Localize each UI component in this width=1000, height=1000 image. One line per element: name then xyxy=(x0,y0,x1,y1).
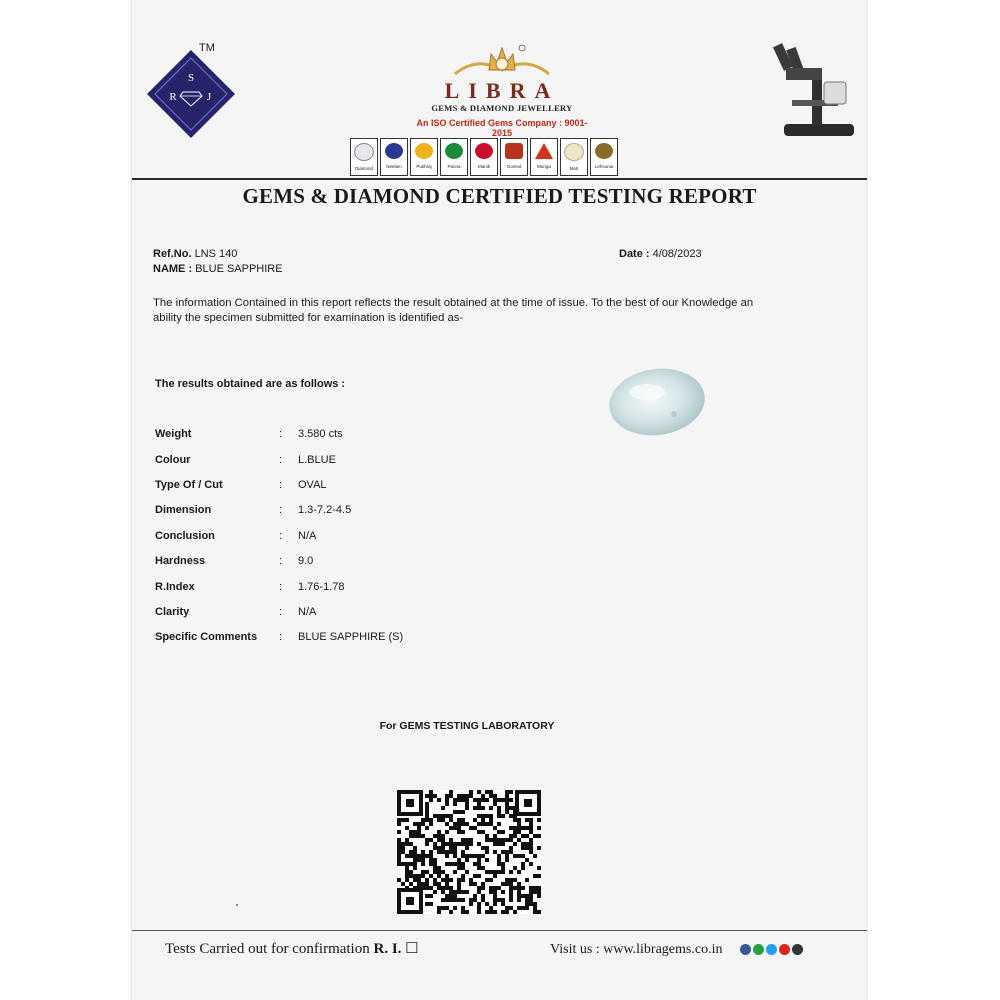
result-label: Specific Comments xyxy=(155,631,258,643)
iso-certification: An ISO Certified Gems Company : 9001-2015 xyxy=(416,118,588,138)
result-value: L.BLUE xyxy=(298,454,336,466)
facebook-icon[interactable] xyxy=(740,944,751,955)
social-icons xyxy=(740,944,803,955)
gem-label: Panna xyxy=(447,164,461,169)
results-heading: The results obtained are as follows : xyxy=(155,378,346,390)
libra-brand xyxy=(407,40,597,138)
ref-value: LNS 140 xyxy=(194,248,238,260)
gem-label: Gomed xyxy=(506,164,522,169)
gem-tile xyxy=(440,138,468,176)
gem-label: Lehsunia xyxy=(594,164,614,169)
result-separator: : xyxy=(279,504,283,516)
gomed-stone-icon xyxy=(505,143,523,159)
result-label: Dimension xyxy=(155,504,212,516)
result-value: OVAL xyxy=(298,479,327,491)
munga-stone-icon xyxy=(535,143,553,159)
result-label: Conclusion xyxy=(155,530,215,542)
gem-tile xyxy=(590,138,618,176)
result-value: N/A xyxy=(298,530,317,542)
result-value: BLUE SAPPHIRE (S) xyxy=(298,631,404,643)
gem-label: Neelam xyxy=(386,164,402,169)
srj-letter-r: R xyxy=(169,91,177,103)
checkbox-icon: ☐ xyxy=(405,941,419,957)
result-separator: : xyxy=(279,479,283,491)
result-value: N/A xyxy=(298,606,317,618)
srj-letter-s: S xyxy=(187,72,195,84)
result-separator: : xyxy=(279,555,283,567)
result-value: 1.3-7.2-4.5 xyxy=(298,504,352,516)
gem-tile xyxy=(530,138,558,176)
lab-signature: For GEMS TESTING LABORATORY xyxy=(379,720,555,732)
gem-label: Pukhraj xyxy=(416,164,432,169)
date-label: Date : xyxy=(619,248,650,260)
header-divider xyxy=(132,178,867,180)
name-value: BLUE SAPPHIRE xyxy=(195,263,283,275)
gemstone-strip xyxy=(350,138,640,176)
speck xyxy=(236,904,238,906)
trademark-mark: TM xyxy=(199,42,215,54)
panna-stone-icon xyxy=(445,143,463,159)
instagram-icon[interactable] xyxy=(792,944,803,955)
twitter-icon[interactable] xyxy=(766,944,777,955)
result-label: Type Of / Cut xyxy=(155,479,223,491)
lehsunia-stone-icon xyxy=(595,143,613,159)
result-separator: : xyxy=(279,454,283,466)
srj-letter-j: J xyxy=(206,91,212,103)
moti-stone-icon xyxy=(564,143,584,161)
result-label: Clarity xyxy=(155,606,190,618)
certificate-sheet xyxy=(132,0,867,1000)
result-label: Hardness xyxy=(155,555,206,567)
gem-label: Moti xyxy=(569,166,579,171)
brand-subtitle: GEMS & DIAMOND JEWELLERY xyxy=(431,103,573,113)
diamond-icon xyxy=(354,143,374,161)
tests-text: Tests Carried out for confirmation xyxy=(165,941,370,957)
gem-tile xyxy=(500,138,528,176)
date-line xyxy=(619,248,702,260)
gem-tile xyxy=(380,138,408,176)
tests-code: R. I. xyxy=(373,941,402,957)
gem-label: Manik xyxy=(477,164,490,169)
result-value: 1.76-1.78 xyxy=(298,581,345,593)
result-separator: : xyxy=(279,428,283,440)
reference-line xyxy=(153,248,237,260)
crown-emblem-icon xyxy=(447,40,557,80)
gem-tile xyxy=(470,138,498,176)
srj-logo xyxy=(145,48,237,140)
whatsapp-icon[interactable] xyxy=(753,944,764,955)
youtube-icon[interactable] xyxy=(779,944,790,955)
gem-label: Diamond xyxy=(354,166,373,171)
pukhraj-stone-icon xyxy=(415,143,433,159)
gem-tile xyxy=(410,138,438,176)
report-title: GEMS & DIAMOND CERTIFIED TESTING REPORT xyxy=(242,184,757,208)
gemstone-photo xyxy=(602,362,712,444)
manik-stone-icon xyxy=(475,143,493,159)
qr-code[interactable] xyxy=(397,790,541,914)
date-value: 4/08/2023 xyxy=(652,248,702,260)
gem-label: Munga xyxy=(537,164,551,169)
name-label: NAME : xyxy=(153,263,193,275)
result-separator: : xyxy=(279,581,283,593)
intro-paragraph: The information Contained in this report reflects the result obtained at the time of issue. To the best of our Knowledge an ability the specimen submitted for examination is identified as- xyxy=(153,297,754,324)
name-line xyxy=(153,263,283,275)
tests-note xyxy=(165,939,419,958)
result-label: Weight xyxy=(155,428,192,440)
result-label: R.Index xyxy=(155,581,195,593)
result-separator: : xyxy=(279,606,283,618)
gem-tile xyxy=(350,138,378,176)
result-separator: : xyxy=(279,631,283,643)
ref-label: Ref.No. xyxy=(153,248,192,260)
neelam-stone-icon xyxy=(385,143,403,159)
footer-divider xyxy=(132,930,867,931)
result-separator: : xyxy=(279,530,283,542)
result-label: Colour xyxy=(155,454,191,466)
brand-name: LIBRA xyxy=(444,78,560,103)
website-line[interactable]: Visit us : www.libragems.co.in xyxy=(550,942,723,957)
microscope-icon xyxy=(772,42,862,142)
result-value: 9.0 xyxy=(298,555,314,567)
result-value: 3.580 cts xyxy=(298,428,343,440)
gem-tile xyxy=(560,138,588,176)
